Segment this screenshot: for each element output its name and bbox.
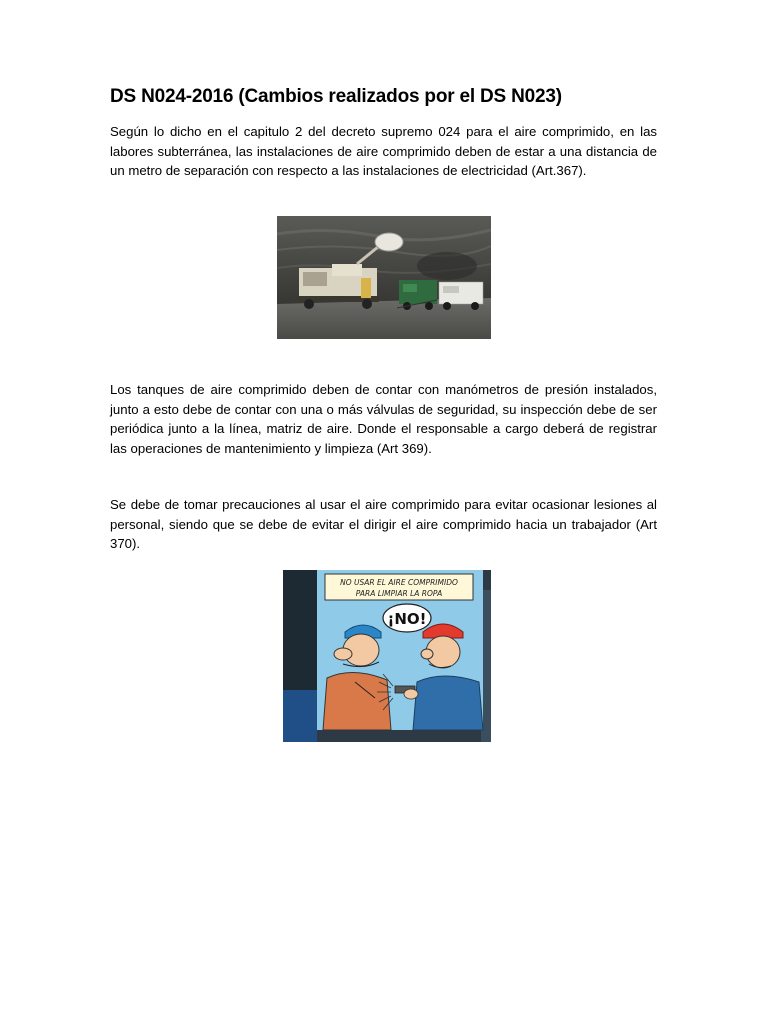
paragraph-art-367: Según lo dicho en el capitulo 2 del decreto supremo 024 para el aire comprimido, en las labores subterránea, las instalaciones de aire comprimido deben de estar a una distancia de un metro de separación con respecto a las instalaciones de electricidad (Art.367). [110,124,657,178]
safety-cartoon [283,570,491,742]
cartoon-sign-line1: NO USAR EL AIRE COMPRIMIDO [340,578,458,587]
underground-compressor-photo [277,216,491,339]
document-title: DS N024-2016 (Cambios realizados por el DS N023) [110,86,562,107]
cartoon-sign-line2: PARA LIMPIAR LA ROPA [355,589,443,598]
cartoon-speech: ¡NO! [387,610,427,628]
paragraph-art-369: Los tanques de aire comprimido deben de contar con manómetros de presión instalados, junto a esto debe de contar con una o más válvulas de seguridad, su inspección debe de ser periódica junto a la línea, matriz de aire. Donde el responsable a cargo deberá de registrar las operaciones de mantenimiento y limpieza (Art 369). [110,382,657,456]
paragraph-art-370: Se debe de tomar precauciones al usar el aire comprimido para evitar ocasionar lesiones al personal, siendo que se debe de evitar el dirigir el aire comprimido hacia un trabajador (Art 370). [110,497,657,551]
